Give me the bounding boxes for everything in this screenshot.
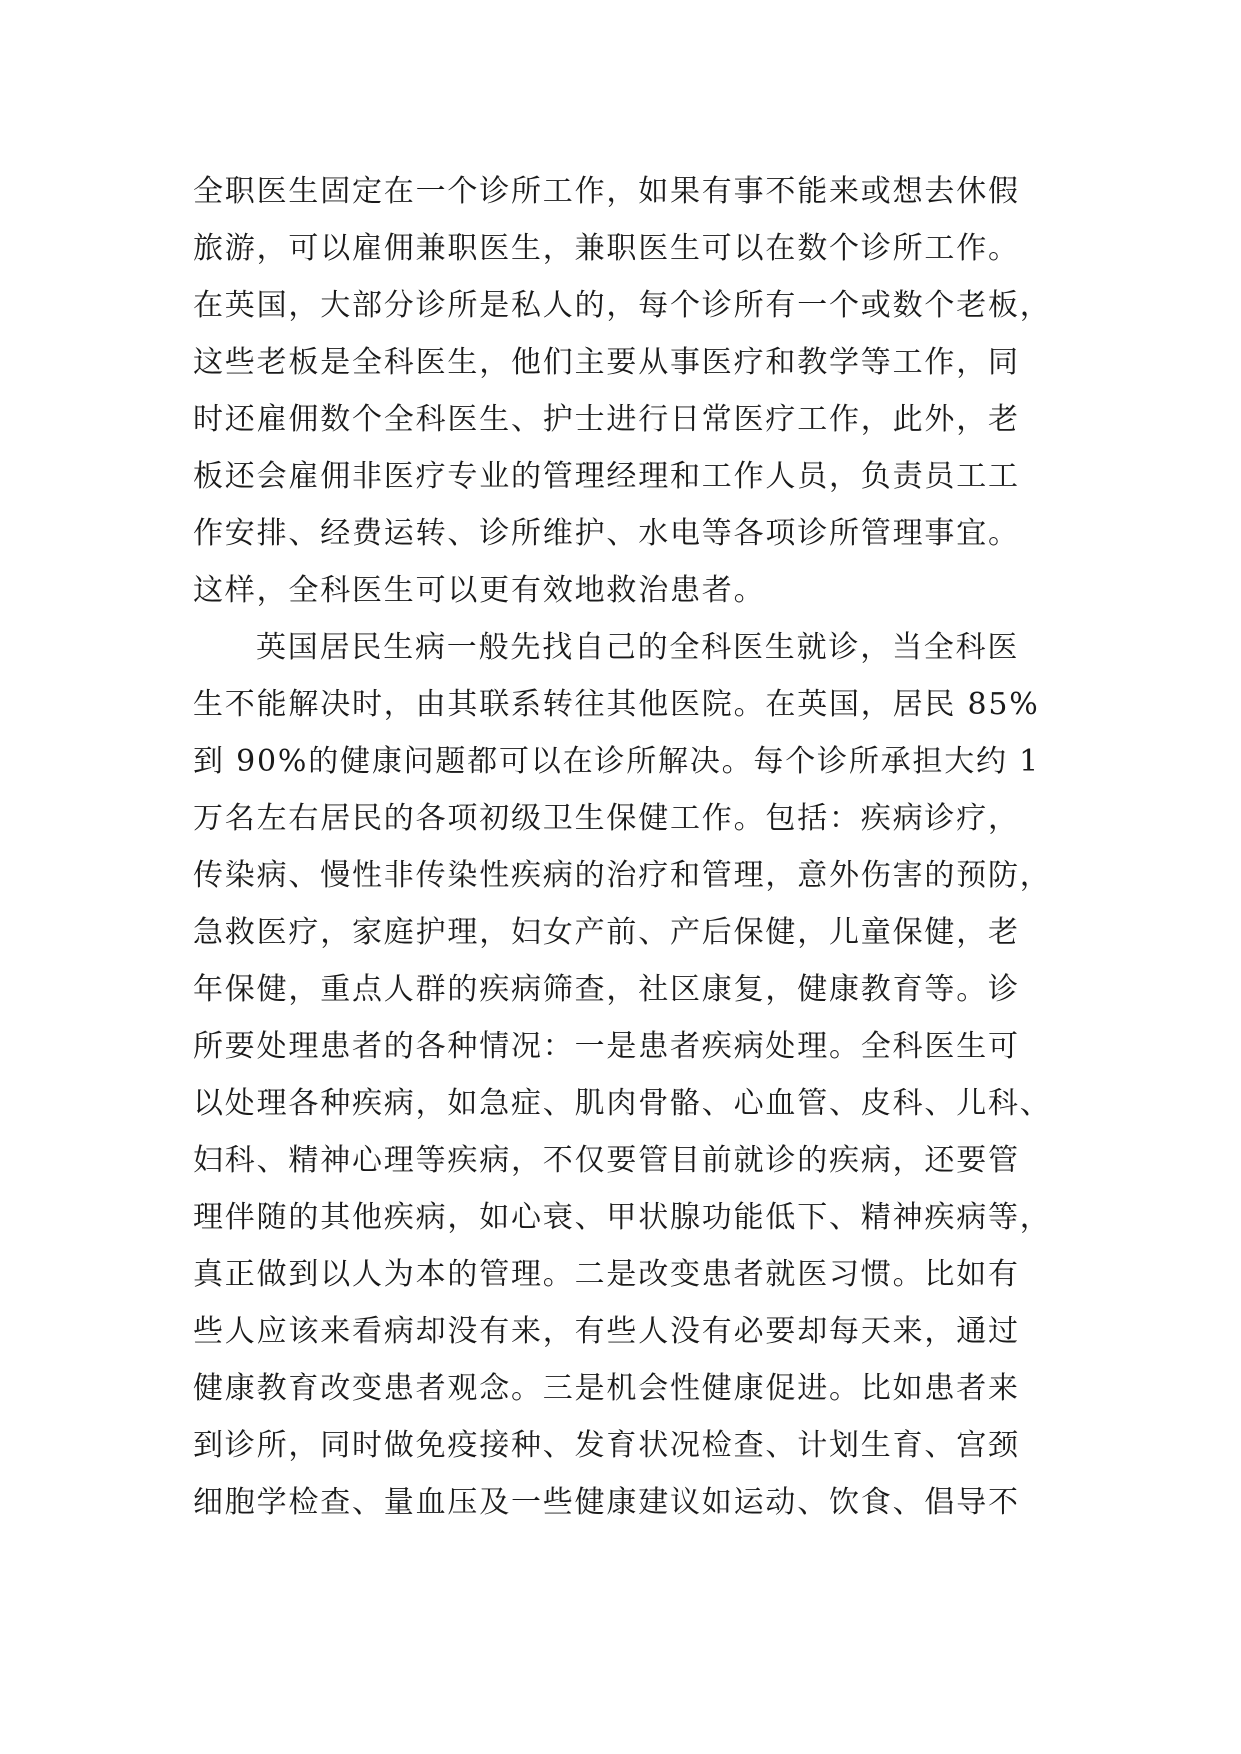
text-line: 板还会雇佣非医疗专业的管理经理和工作人员，负责员工工 [193, 459, 1020, 494]
paragraph-first-line: 英国居民生病一般先找自己的全科医生就诊，当全科医 [256, 630, 1020, 665]
text-line: 传染病、慢性非传染性疾病的治疗和管理，意外伤害的预防， [193, 858, 1052, 893]
text-line: 时还雇佣数个全科医生、护士进行日常医疗工作，此外，老 [193, 402, 1020, 437]
text-line: 作安排、经费运转、诊所维护、水电等各项诊所管理事宜。 [193, 516, 1020, 551]
text-line: 理伴随的其他疾病，如心衰、甲状腺功能低下、精神疾病等， [193, 1200, 1052, 1235]
text-line: 妇科、精神心理等疾病，不仅要管目前就诊的疾病，还要管 [193, 1143, 1020, 1178]
text-line: 健康教育改变患者观念。三是机会性健康促进。比如患者来 [193, 1371, 1020, 1406]
text-line: 旅游，可以雇佣兼职医生，兼职医生可以在数个诊所工作。 [193, 231, 1020, 266]
text-line: 到诊所，同时做免疫接种、发育状况检查、计划生育、宫颈 [193, 1428, 1020, 1463]
text-line: 真正做到以人为本的管理。二是改变患者就医习惯。比如有 [193, 1257, 1020, 1292]
text-line: 全职医生固定在一个诊所工作，如果有事不能来或想去休假 [193, 174, 1020, 209]
text-line: 细胞学检查、量血压及一些健康建议如运动、饮食、倡导不 [193, 1485, 1020, 1520]
text-line: 到 90%的健康问题都可以在诊所解决。每个诊所承担大约 1 [193, 744, 1041, 779]
text-line: 年保健，重点人群的疾病筛查，社区康复，健康教育等。诊 [193, 972, 1020, 1007]
text-line: 所要处理患者的各种情况：一是患者疾病处理。全科医生可 [193, 1029, 1020, 1064]
text-line: 这样，全科医生可以更有效地救治患者。 [193, 573, 766, 608]
text-line: 万名左右居民的各项初级卫生保健工作。包括：疾病诊疗， [193, 801, 1020, 836]
text-line: 急救医疗，家庭护理，妇女产前、产后保健，儿童保健，老 [193, 915, 1020, 950]
document-body-text [193, 163, 1063, 1531]
text-line: 以处理各种疾病，如急症、肌肉骨骼、心血管、皮科、儿科、 [193, 1086, 1052, 1121]
text-line: 生不能解决时，由其联系转往其他医院。在英国，居民 85% [193, 687, 1040, 722]
text-line: 这些老板是全科医生，他们主要从事医疗和教学等工作，同 [193, 345, 1020, 380]
text-line: 些人应该来看病却没有来，有些人没有必要却每天来，通过 [193, 1314, 1020, 1349]
text-line: 在英国，大部分诊所是私人的，每个诊所有一个或数个老板， [193, 288, 1052, 323]
